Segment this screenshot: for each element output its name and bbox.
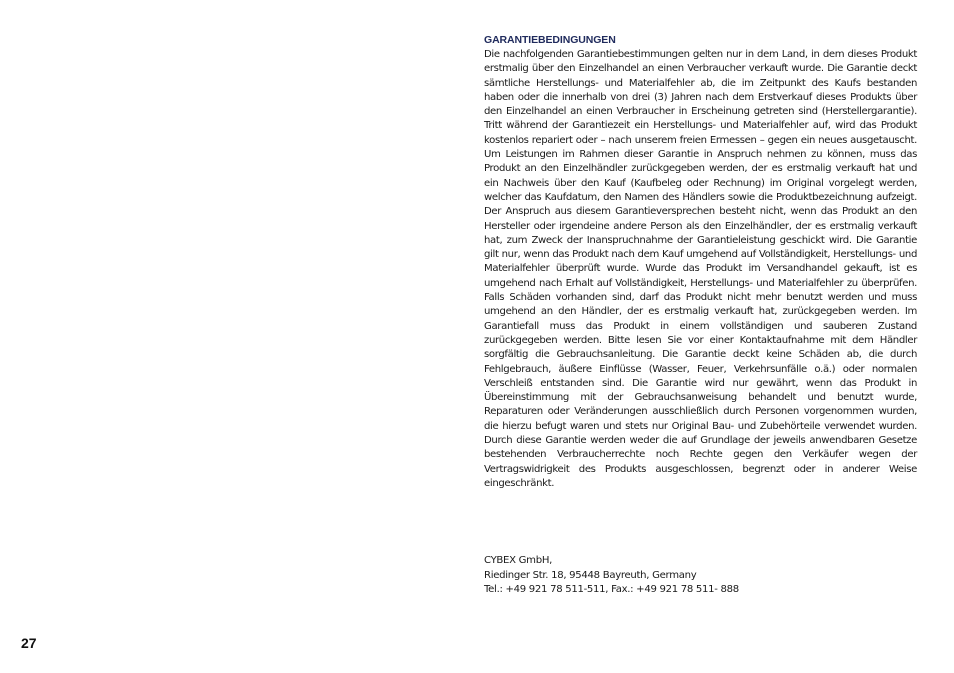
warranty-body: Die nachfolgenden Garantiebestimmungen gelten nur in dem Land, in dem dieses Produkt erstmalig über den Einzelhandel an einen Verbraucher verkauft wurde. Die Garantie deckt sämtliche Herstellungs- und Materialfehler ab, die im Zeitpunkt des Kaufs bestanden haben oder die innerhalb von drei (3) Jahren nach dem Erstverkauf dieses Produkts über den Einzelhandel an einen Verbraucher in Erscheinung getreten sind (Herstellergarantie). Tritt während der Garantiezeit ein Herstellungs- und Materialfehler auf, wird das Produkt kostenlos repariert oder – nach unserem freien Ermessen – gegen ein neues ausgetauscht. Um Leistungen im Rahmen dieser Garantie in Anspruch nehmen zu können, muss das Produkt an den Einzelhändler zurückgegeben werden, der es erstmalig verkauft hat und ein Nachweis über den Kauf (Kaufbeleg oder Rechnung) im Original vorgelegt werden, welcher das Kaufdatum, den Namen des Händlers sowie die Produktbezeichnung aufzeigt. Der Anspruch aus diesem Garantieversprechen besteht nicht, wenn das Produkt an den Hersteller oder irgendeine andere Person als den Einzelhändler, der es erstmalig verkauft hat, zum Zweck der Inanspruchnahme der Garantieleistung geschickt wird. Die Garantie gilt nur, wenn das Produkt nach dem Kauf umgehend auf Vollständigkeit, Herstellungs- und Materialfehler überprüft wurde. Wurde das Produkt im Versandhandel gekauft, ist es umgehend nach Erhalt auf Vollständigkeit, Herstellungs- und Materialfehler zu überprüfen. Falls Schäden vorhanden sind, darf das Produkt nicht mehr benutzt werden und muss umgehend an den Händler, der es erstmalig verkauft hat, zurückgegeben werden. Im Garantiefall muss das Produkt in einem vollständigen und sauberen Zustand zurückgegeben werden. Bitte lesen Sie vor einer Kontaktaufnahme mit dem Händler sorgfältig die Gebrauchsanleitung. Die Garantie deckt keine Schäden ab, die durch Fehlgebrauch, äußere Einflüsse (Wasser, Feuer, Verkehrsunfälle o.ä.) oder normalen Verschleiß entstanden sind. Die Garantie wird nur gewährt, wenn das Produkt in Übereinstimmung mit der Gebrauchsanweisung behandelt und benutzt wurde, Reparaturen oder Veränderungen ausschließlich durch Personen vorgenommen wurden, die hierzu befugt waren und stets nur Original Bau- und Zubehörteile verwendet wurden. Durch diese Garantie werden weder die auf Grundlage der jeweils anwendbaren Gesetze bestehenden Verbraucherrechte noch Rechte gegen den Verkäufer wegen der Vertragswidrigkeit des Produkts ausgeschlossen, begrenzt oder in anderer Weise eingeschränkt. xyxy=(484,49,917,489)
warranty-section xyxy=(484,34,917,491)
company-street: Riedinger Str. 18, 95448 Bayreuth, Germany xyxy=(484,569,697,581)
company-address xyxy=(484,554,917,598)
warranty-heading: GARANTIEBEDINGUNGEN xyxy=(484,34,616,46)
company-contact: Tel.: +49 921 78 511-511, Fax.: +49 921 78 511- 888 xyxy=(484,584,739,595)
page-number: 27 xyxy=(21,635,37,651)
company-name: CYBEX GmbH, xyxy=(484,555,553,566)
